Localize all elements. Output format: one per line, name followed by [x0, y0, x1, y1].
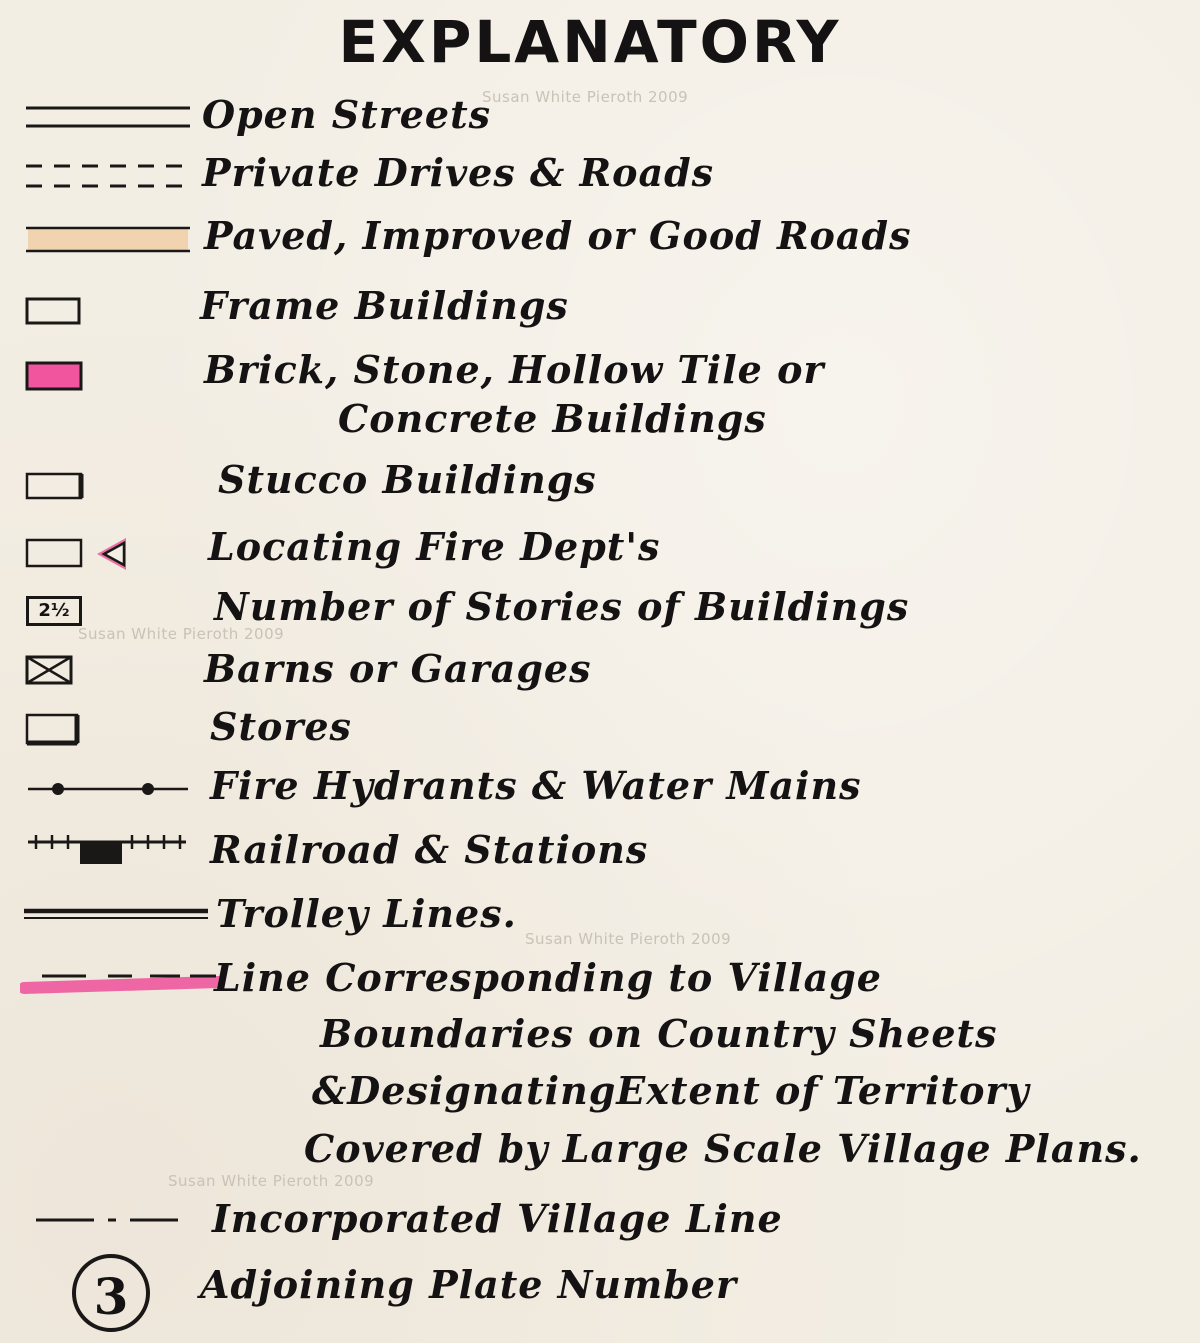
legend-label-stores: Stores — [210, 704, 352, 749]
watermark: Susan White Pieroth 2009 — [482, 88, 689, 106]
legend-title: EXPLANATORY — [338, 8, 842, 76]
fire-dept-symbol — [24, 528, 134, 578]
legend-label-barns: Barns or Garages — [204, 646, 592, 691]
legend-label-stucco-buildings: Stucco Buildings — [218, 457, 597, 502]
frame-building-symbol — [24, 296, 84, 328]
paved-roads-symbol — [24, 222, 194, 258]
legend-label-fire-depts: Locating Fire Dept's — [208, 524, 661, 569]
railroad-station-symbol — [24, 830, 194, 870]
open-streets-symbol — [24, 100, 194, 134]
legend-label-open-streets: Open Streets — [202, 92, 492, 137]
trolley-line-symbol — [22, 900, 212, 928]
watermark: Susan White Pieroth 2009 — [78, 625, 285, 643]
watermark: Susan White Pieroth 2009 — [168, 1172, 375, 1190]
legend-label-paved-roads: Paved, Improved or Good Roads — [204, 213, 912, 258]
legend-label-village-boundary-line3: &DesignatingExtent of Territory — [312, 1068, 1030, 1113]
legend-label-village-boundary-line4: Covered by Large Scale Village Plans. — [304, 1126, 1142, 1171]
private-drives-symbol — [24, 160, 194, 192]
legend-label-brick-line2: Concrete Buildings — [338, 396, 767, 441]
legend-label-private-drives: Private Drives & Roads — [202, 150, 715, 195]
legend-label-hydrants: Fire Hydrants & Water Mains — [210, 763, 862, 808]
incorporated-village-line-symbol — [32, 1210, 182, 1230]
village-boundary-symbol — [20, 962, 220, 1002]
legend-label-adjoining-plate: Adjoining Plate Number — [200, 1262, 738, 1307]
legend-label-brick-line1: Brick, Stone, Hollow Tile or — [204, 347, 825, 392]
hydrant-water-main-symbol — [24, 776, 194, 802]
legend-label-village-boundary-line2: Boundaries on Country Sheets — [320, 1011, 998, 1056]
legend-label-frame-buildings: Frame Buildings — [200, 283, 569, 328]
legend-label-stories: Number of Stories of Buildings — [214, 584, 910, 629]
legend-label-trolley: Trolley Lines. — [216, 891, 517, 936]
watermark: Susan White Pieroth 2009 — [525, 930, 732, 948]
legend-label-railroad: Railroad & Stations — [210, 827, 649, 872]
stories-symbol: 2½ — [26, 596, 82, 626]
store-symbol — [24, 712, 82, 748]
barn-garage-symbol — [24, 654, 76, 688]
stucco-building-symbol — [24, 471, 86, 503]
brick-building-symbol — [24, 360, 86, 394]
legend-label-incorporated-village: Incorporated Village Line — [212, 1196, 783, 1241]
legend-label-village-boundary-line1: Line Corresponding to Village — [214, 955, 882, 1000]
adjoining-plate-symbol: 3 — [72, 1254, 150, 1332]
